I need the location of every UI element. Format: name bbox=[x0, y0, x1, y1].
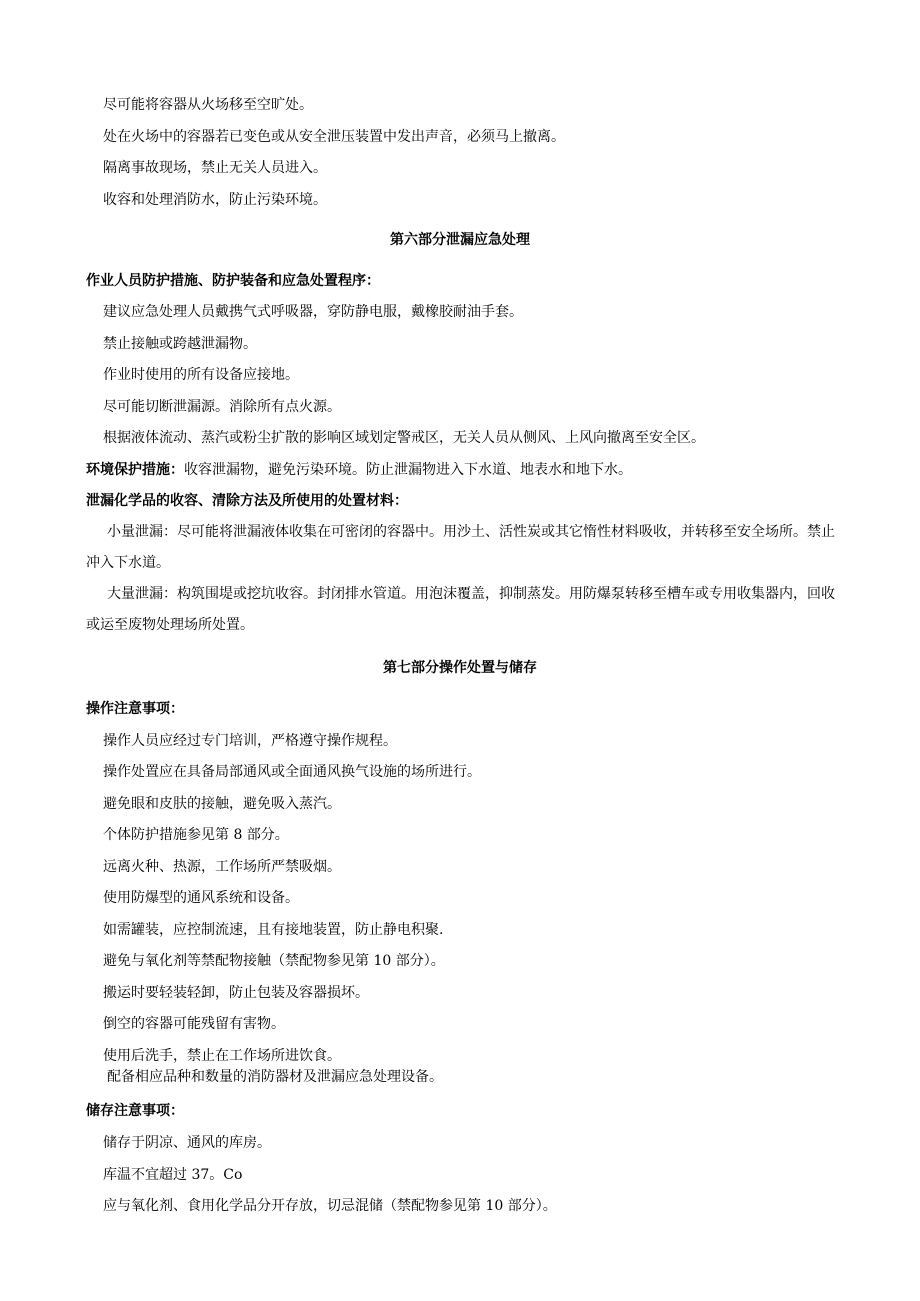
fire-line: 处在火场中的容器若已变色或从安全泄压装置中发出声音，必须马上撤离。 bbox=[103, 129, 565, 145]
ops-line: 远离火种、热源，工作场所严禁吸烟。 bbox=[103, 859, 341, 875]
storage-line: 库温不宜超过 37。Co bbox=[103, 1167, 243, 1183]
env-text: 收容泄漏物，避免污染环境。防止泄漏物进入下水道、地表水和地下水。 bbox=[184, 462, 632, 478]
protect-line: 作业时使用的所有设备应接地。 bbox=[103, 367, 299, 383]
protect-line: 建议应急处理人员戴携气式呼吸器，穿防静电服，戴橡胶耐油手套。 bbox=[103, 304, 523, 320]
protect-heading: 作业人员防护措施、防护装备和应急处置程序： bbox=[86, 273, 380, 289]
storage-line: 储存于阴凉、通风的库房。 bbox=[103, 1135, 271, 1151]
ops-line: 避免与氧化剂等禁配物接触（禁配物参见第 10 部分）。 bbox=[103, 953, 445, 969]
ops-line: 使用后洗手，禁止在工作场所进饮食。 bbox=[103, 1048, 341, 1064]
ops-line: 配备相应品种和数量的消防器材及泄漏应急处理设备。 bbox=[107, 1069, 443, 1085]
section-7-title: 第七部分操作处置与储存 bbox=[383, 660, 537, 676]
section-6-title: 第六部分泄漏应急处理 bbox=[390, 232, 530, 248]
ops-line: 避免眼和皮肤的接触，避免吸入蒸汽。 bbox=[103, 796, 341, 812]
protect-line: 尽可能切断泄漏源。消除所有点火源。 bbox=[103, 399, 341, 415]
protect-line: 禁止接触或跨越泄漏物。 bbox=[103, 336, 257, 352]
protect-line: 根据液体流动、蒸汽或粉尘扩散的影响区域划定警戒区，无关人员从侧风、上风向撤离至安全区。 bbox=[103, 430, 705, 446]
ops-heading: 操作注意事项： bbox=[86, 701, 184, 717]
env-protection bbox=[86, 461, 632, 479]
storage-line: 应与氧化剂、食用化学品分开存放，切忌混储（禁配物参见第 10 部分）。 bbox=[103, 1198, 557, 1214]
ops-line: 个体防护措施参见第 8 部分。 bbox=[103, 827, 289, 843]
fire-line: 尽可能将容器从火场移至空旷处。 bbox=[103, 97, 313, 113]
ops-line: 操作人员应经过专门培训，严格遵守操作规程。 bbox=[103, 733, 397, 749]
ops-line: 倒空的容器可能残留有害物。 bbox=[103, 1016, 285, 1032]
ops-line: 使用防爆型的通风系统和设备。 bbox=[103, 890, 299, 906]
ops-line: 如需罐装，应控制流速，且有接地装置，防止静电积聚. bbox=[103, 922, 444, 938]
fire-line: 隔离事故现场，禁止无关人员进入。 bbox=[103, 160, 327, 176]
large-leak-paragraph: 大量泄漏：构筑围堤或挖坑收容。封闭排水管道。用泡沫覆盖，抑制蒸发。用防爆泵转移至槽车或专用收集器内，回收或运至废物处理场所处置。 bbox=[86, 586, 835, 633]
cleanup-heading: 泄漏化学品的收容、清除方法及所使用的处置材料： bbox=[86, 493, 408, 509]
small-leak-paragraph: 小量泄漏：尽可能将泄漏液体收集在可密闭的容器中。用沙土、活性炭或其它惰性材料吸收，并转移至安全场所。禁止冲入下水道。 bbox=[86, 524, 835, 571]
fire-line: 收容和处理消防水，防止污染环境。 bbox=[103, 192, 327, 208]
ops-line: 操作处置应在具备局部通风或全面通风换气设施的场所进行。 bbox=[103, 764, 481, 780]
env-label: 环境保护措施： bbox=[86, 462, 184, 478]
storage-heading: 储存注意事项： bbox=[86, 1103, 184, 1119]
ops-line: 搬运时要轻装轻卸，防止包装及容器损坏。 bbox=[103, 985, 369, 1001]
